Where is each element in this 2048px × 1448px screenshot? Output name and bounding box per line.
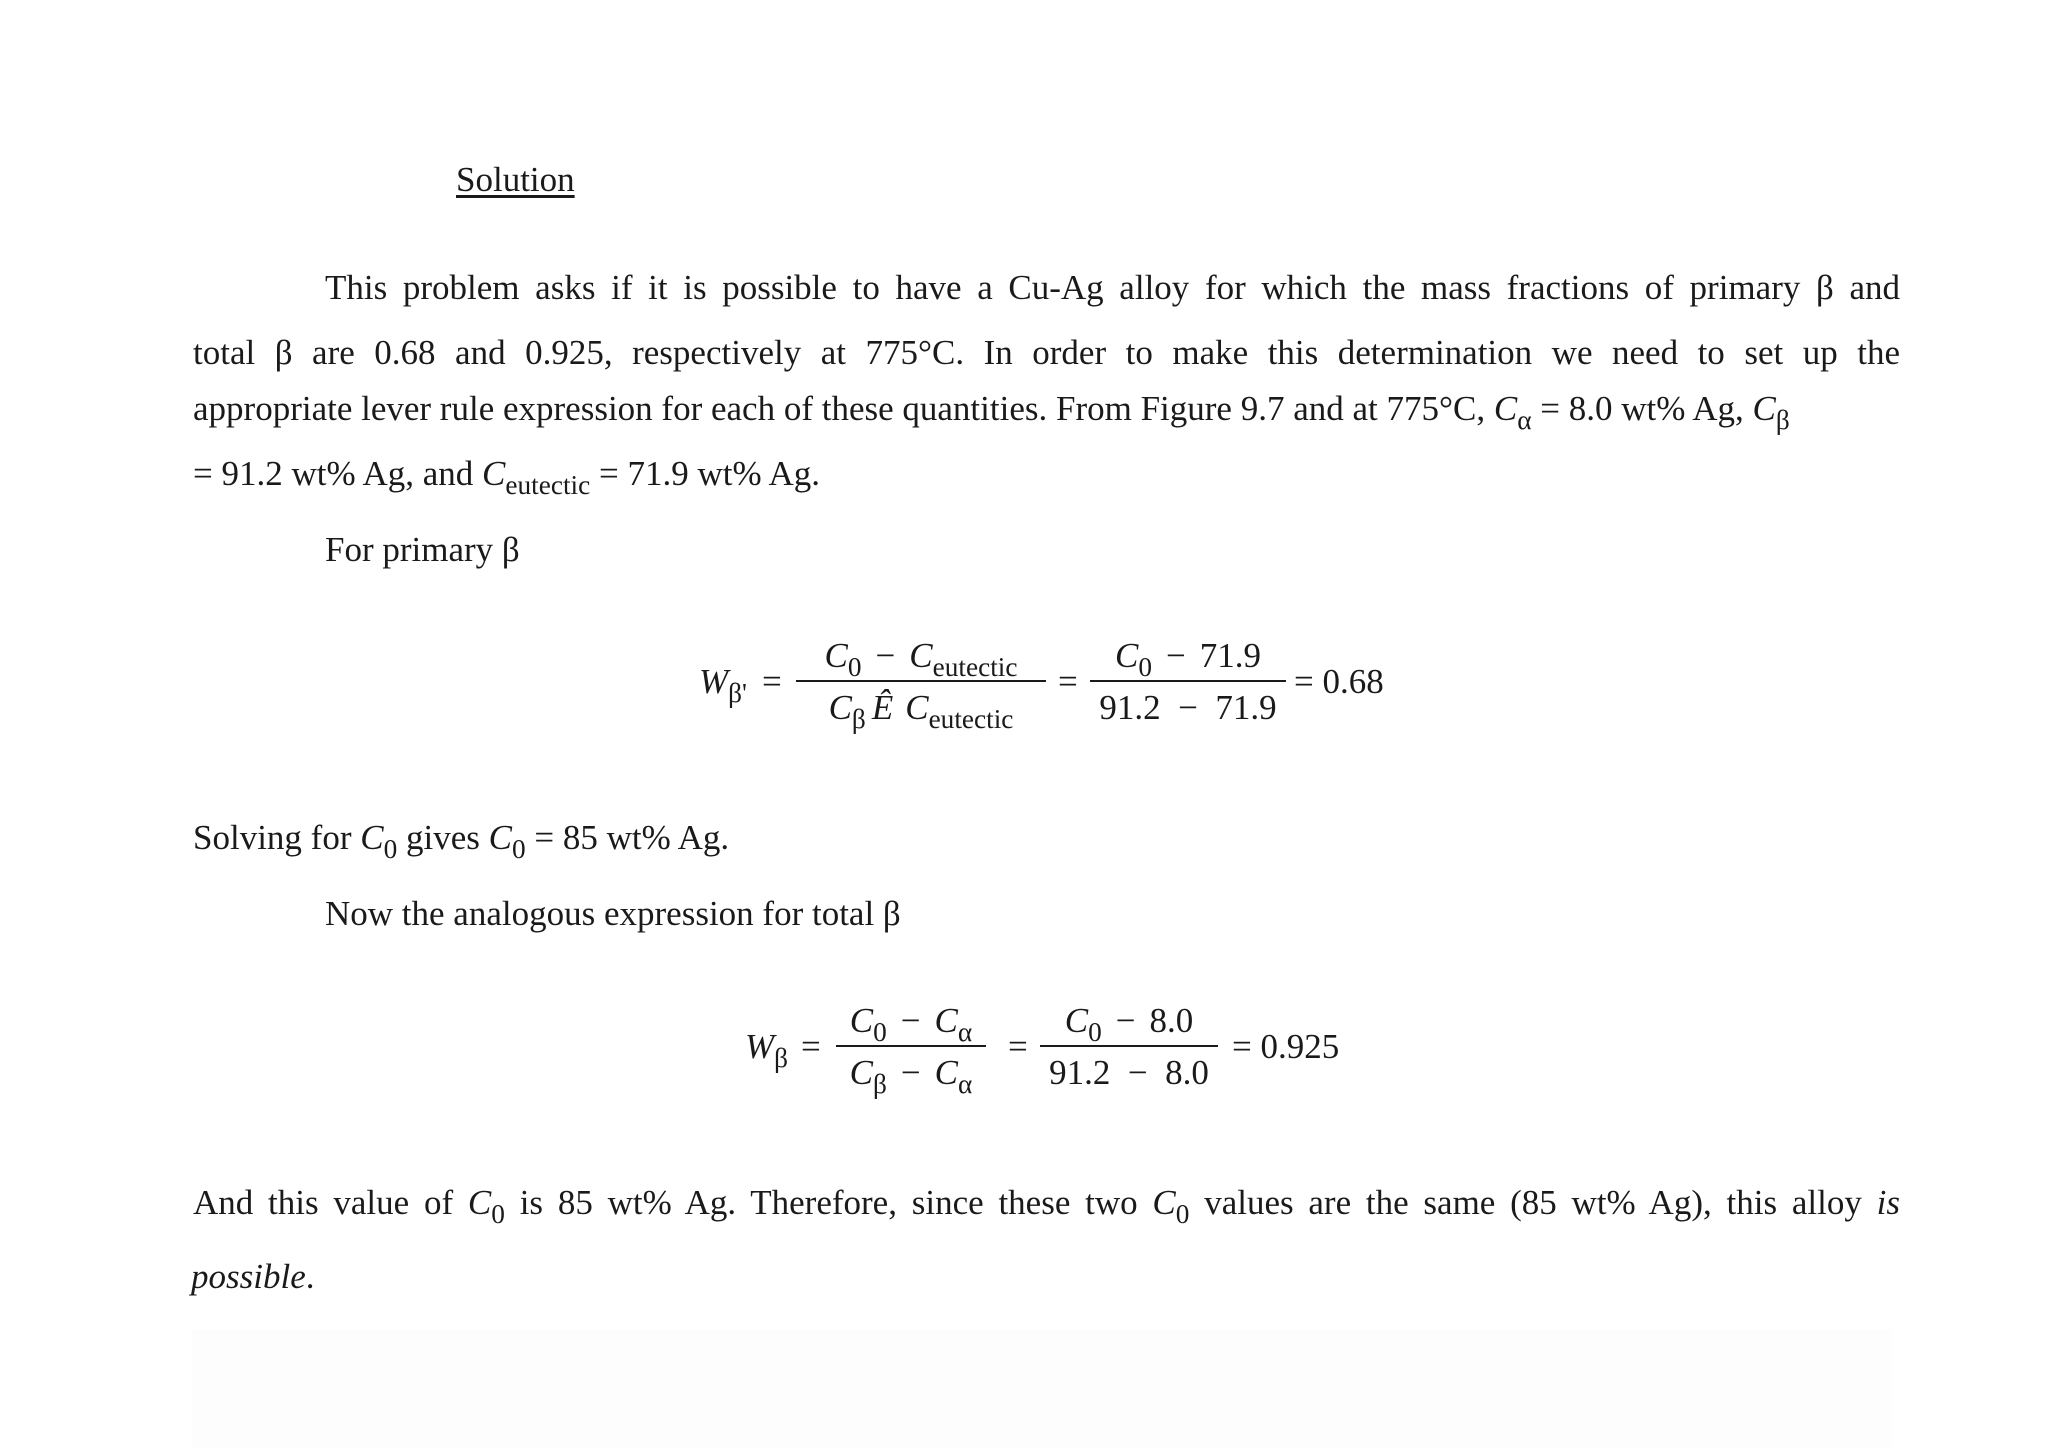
eq1-fraction-1: [796, 636, 1046, 734]
eq1-result: = 0.68: [1294, 662, 1384, 701]
eq1-denominator-2: 91.2 − 71.9: [1099, 688, 1277, 727]
primary-beta-label: For primary β: [325, 530, 520, 569]
eq1-fraction-bar-2: [1090, 680, 1286, 682]
eq1-denominator-1: $C_\beta$ Ê $C_{eutectic}$: [828, 688, 1014, 734]
intro-line-2: total β are 0.68 and 0.925, respectively at 775°C. In order to make this determination we need to set up the: [193, 333, 1900, 372]
eq2-denominator-2: 91.2 − 8.0: [1049, 1053, 1209, 1092]
page-shade: [192, 1330, 1892, 1448]
eq1-lhs: $W_{\beta'}$: [699, 662, 747, 708]
eq2-numerator-2: $C_0 - 8.0$: [1064, 1001, 1194, 1047]
eq2-lhs: $W_\beta$: [745, 1027, 789, 1073]
eq2-equals-2: =: [1008, 1027, 1028, 1066]
eq2-result: = 0.925: [1232, 1027, 1340, 1066]
intro-line-4: = 91.2 wt% Ag, and $C_{eutectic} = 71.9$ wt% Ag.: [193, 454, 821, 500]
eq1-fraction-2: [1090, 636, 1286, 728]
eq2-numerator-1: $C_0 - C_\alpha$: [849, 1001, 973, 1047]
eq1-equals-2: =: [1058, 662, 1078, 701]
conclusion-line-1: And this value of $C_0$ is 85 wt% Ag. Therefore, since these two $C_0$ values are the same (85 wt% Ag), this alloy is: [193, 1183, 1900, 1229]
intro-line-3: appropriate lever rule expression for each of these quantities. From Figure 9.7 and at 775°C, $C_\alpha = 8.0$ wt% Ag, $C_\beta$: [193, 389, 1790, 435]
eq2-fraction-1: [836, 1001, 986, 1099]
total-beta-label: Now the analogous expression for total β: [325, 894, 901, 933]
solution-heading: Solution: [456, 160, 575, 199]
eq2-fraction-2: [1040, 1001, 1218, 1093]
solving-line: Solving for $C_0$ gives $C_0 = 85$ wt% Ag.: [193, 818, 730, 864]
intro-line-1: This problem asks if it is possible to have a Cu-Ag alloy for which the mass fractions of primary β and: [325, 268, 1900, 307]
eq2-fraction-bar-2: [1040, 1045, 1218, 1047]
eq1-equals-1: =: [762, 662, 782, 701]
eq1-numerator-1: $C_0 - C_{eutectic}$: [824, 636, 1018, 682]
eq2-equals-1: =: [801, 1027, 821, 1066]
eq2-denominator-1: $C_\beta - C_\alpha$: [849, 1053, 973, 1099]
conclusion-line-2: possible.: [191, 1257, 315, 1296]
eq1-numerator-2: $C_0 - 71.9$: [1114, 636, 1261, 682]
